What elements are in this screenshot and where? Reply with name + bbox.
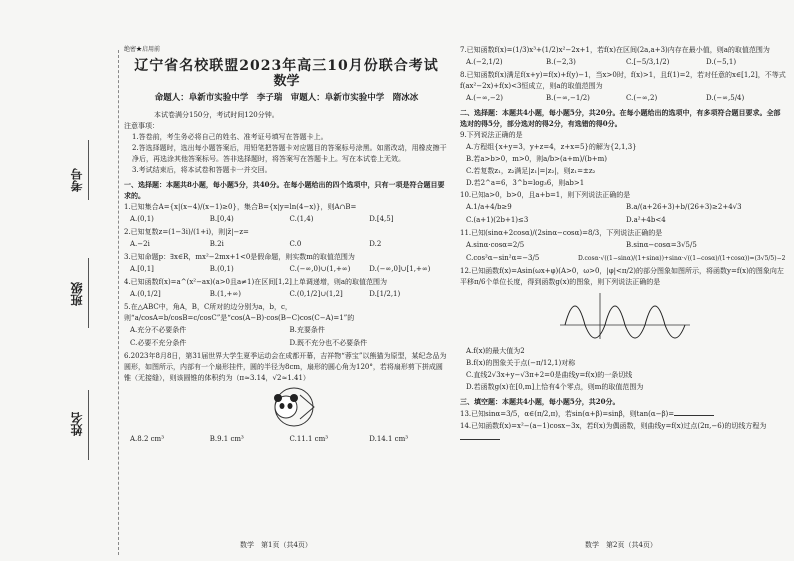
sector-outline — [300, 395, 314, 419]
panda-ear — [290, 394, 298, 402]
class-label: 班级 — [70, 282, 84, 306]
option: D.[1/2,1) — [369, 290, 401, 298]
option: B.若a>b>0，m>0，则a/b>(a+m)/(b+m) — [466, 155, 607, 163]
option: D.2 — [369, 240, 382, 248]
option: A.sinα·cosα=2/5 — [466, 241, 525, 249]
page-footer-left: 数学 第1页（共4页） — [240, 541, 312, 549]
option: A.(0,1/2] — [130, 290, 161, 298]
question-6: 6.2023年8月8日，第31届世界大学生夏季运动会在成都开幕，吉祥物“蓉宝”以熊猫为原型，某纪念品为圆形，如图所示，内部有一个扇形挂件，圆的半径为8cm，扇形的圆心角为120°，若将扇形剪下拼成圆锥（无接缝），则该圆锥的体积约为（π≈3.14，√2≈1.41） — [124, 352, 447, 382]
question-14 — [460, 421, 786, 444]
option: A.1/a+4/b≥9 — [466, 203, 512, 211]
option: B.(−∞,−1/2) — [546, 94, 590, 102]
page-footer-right: 数学 第2页（共4页） — [585, 541, 657, 549]
question-2-options — [124, 239, 449, 250]
notice-item: 1.答卷前，考生务必将自己的姓名、准考证号填写在答题卡上。 — [132, 133, 328, 141]
panda-eye — [288, 403, 293, 409]
option: C.(0,1/2]∪(1,2] — [289, 290, 343, 298]
option: A.充分不必要条件 — [130, 326, 187, 334]
exam-number-label: 考号 — [70, 168, 84, 192]
option: B.9.1 cm³ — [209, 435, 244, 443]
option: C.(a+1)(2b+1)≤3 — [466, 216, 529, 224]
left-column — [124, 44, 449, 447]
option: B.(1,+∞) — [209, 290, 241, 298]
option: D.14.1 cm³ — [369, 435, 409, 443]
panda-eye — [280, 403, 285, 409]
option: D.若2^a=6，3^b=log₃6，则ab>1 — [466, 179, 585, 187]
question-4-options — [124, 289, 449, 300]
binding-dashed-line — [118, 50, 119, 555]
option: B.sinα−cosα=3√5/5 — [626, 241, 697, 249]
option: A.(0,1) — [130, 215, 154, 223]
option: D.(−∞,5/4) — [706, 94, 745, 102]
section-2-heading: 二、选择题：本题共4小题，每小题5分，共20分。在每小题给出的选项中，有多项符合题目要求。全部选对的得5分，部分选对的得2分，有选错的得0分。 — [460, 108, 781, 128]
option: C.(−∞,0)∪(1,+∞) — [289, 265, 351, 273]
option: D.[4,5] — [369, 215, 394, 223]
question-13-text: 13.已知sinα=3/5，α∈(π/2,π)，若sin(α+β)=sinβ，则tan(α−β)= — [460, 410, 675, 418]
question-11-options — [460, 240, 786, 251]
sine-graph — [460, 289, 786, 341]
option: C.若复数z₁，z₂满足|z₁|=|z₂|，则z₁=±z₂ — [466, 167, 596, 175]
option: D.既不充分也不必要条件 — [289, 339, 368, 347]
binding-strip — [0, 0, 118, 561]
notice-item: 3.考试结束后，将本试卷和答题卡一并交回。 — [132, 166, 272, 174]
question-11: 11.已知(sinα+2cosα)/(2sinα−cosα)=8/3，下列说法正确的是 — [460, 229, 663, 237]
question-7: 7.已知函数f(x)=(1/3)x³+(1/2)x²−2x+1，若f(x)在区间(2a,a+3)内存在最小值，则a的取值范围为 — [460, 46, 770, 54]
question-10-options — [460, 202, 786, 213]
question-3-options — [124, 264, 449, 275]
right-column — [460, 44, 786, 445]
curve — [565, 306, 685, 338]
option: C.直线2√3x+y−√3π+2=0是曲线y=f(x)的一条切线 — [466, 371, 633, 379]
option: A.[0,1] — [130, 265, 154, 273]
question-10: 10.已知a>0，b>0，且a+b=1，则下列说法正确的是 — [460, 191, 631, 199]
question-11-options-row2 — [460, 253, 786, 264]
notice-title: 注意事项： — [124, 122, 159, 130]
name-line — [88, 390, 89, 460]
section-3-heading: 三、填空题：本题共4小题，每小题5分，共20分。 — [460, 397, 620, 406]
exam-time: 本试卷满分150分，考试时间120分钟。 — [154, 111, 279, 119]
option: B.[0,4) — [209, 215, 234, 223]
option: D.若函数g(x)在[0,m]上恰有4个零点，则m的取值范围为 — [466, 383, 644, 391]
question-5-options — [124, 325, 449, 336]
panda-figure — [124, 385, 449, 429]
panda-ear — [274, 394, 282, 402]
exam-number-line — [88, 140, 89, 200]
question-12: 12.已知函数f(x)=Asin(ωx+φ)(A>0，ω>0，|φ|<π/2)的部分图象如图所示，将函数y=f(x)的图象向左平移π/6个单位长度，得到函数g(x)的图象，则下列说法正确的是 — [460, 267, 784, 286]
question-9: 9.下列说法正确的是 — [460, 131, 523, 139]
option: B.f(x)的图象关于点(−π/12,1)对称 — [466, 359, 576, 367]
option: B.(−2,3) — [546, 58, 576, 66]
option: C.cos²α−sin²α=−3/5 — [466, 254, 540, 262]
question-13 — [460, 408, 786, 420]
question-5: 5.在△ABC中，角A，B，C所对的边分别为a，b，c，则“a/cosA=b/cosB=c/cosC”是“cos(A−B)·cos(B−C)cos(C−A)=1”的 — [124, 303, 355, 322]
option: A.方程组{x+y=3，y+z=4，z+x=5}的解为{2,1,3} — [466, 143, 637, 151]
class-line — [88, 258, 89, 328]
question-14-text: 14.已知函数f(x)=x²−(a−1)cosx−3x，若f(x)为偶函数，则曲线y=f(x)过点(2π,−6)的切线方程为 — [460, 422, 767, 430]
option: D.(−∞,0]∪[1,+∞) — [369, 265, 431, 273]
subject-title: 数学 — [273, 74, 300, 89]
option: B.a/(a+26+3)+b/(26+3)≥2+4√3 — [626, 203, 742, 211]
option: C.0 — [289, 240, 302, 248]
option: D.cosα·√((1−sinα)/(1+sinα))+sinα·√((1−cosα)/(1+cosα))=(3√5/5)−2 — [578, 255, 786, 262]
question-1: 1.已知集合A={x|(x−4)/(x−1)≥0}，集合B={x|y=ln(4−x)}，则A∩B= — [124, 203, 357, 211]
section-1-heading: 一、选择题：本题共8小题，每小题5分，共40分。在每小题给出的四个选项中，只有一项是符合题目要求的。 — [124, 180, 445, 200]
question-6-options — [124, 434, 449, 445]
answer-blank — [460, 432, 500, 440]
option: C.[−5/3,1/2) — [626, 58, 670, 66]
option: A.−2i — [130, 240, 150, 248]
question-7-options — [460, 57, 786, 68]
question-8: 8.已知函数f(x)满足f(x+y)=f(x)+f(y)−1，当x>0时，f(x)>1，且f(1)=2，若对任意的x∈[1,2]，不等式f(ax²−2x)+f(x)<3恒成立，则a的取值范围为 — [460, 71, 786, 90]
question-5-options-row2 — [124, 338, 449, 349]
name-label: 姓名 — [70, 412, 84, 436]
option: C.11.1 cm³ — [289, 435, 329, 443]
option: D.a²+4b<4 — [626, 216, 666, 224]
option: C.(−∞,2) — [626, 94, 658, 102]
question-4: 4.已知函数f(x)=a^(x²−ax)(a>0且a≠1)在区间[1,2]上单调递增，则a的取值范围为 — [124, 278, 387, 286]
question-10-options-row2 — [460, 215, 786, 226]
option: B.(0,1) — [209, 265, 234, 273]
secret-tag: 绝密★启用前 — [124, 46, 161, 53]
question-2: 2.已知复数z=(1−3i)/(1+i)，则|z̄|−z= — [124, 228, 249, 236]
question-1-options — [124, 214, 449, 225]
option: C.必要不充分条件 — [130, 339, 187, 347]
option: A.(−∞,−2) — [466, 94, 503, 102]
exam-title: 辽宁省名校联盟2023年高三10月份联合考试 — [134, 58, 439, 74]
authors-line: 命题人：阜新市实验中学 李子瑞 审题人：阜新市实验中学 隋冰冰 — [154, 93, 419, 103]
question-3: 3.已知命题p：∃x∈R，mx²−2mx+1<0是假命题，则实数m的取值范围为 — [124, 253, 355, 261]
option: B.充要条件 — [289, 326, 325, 334]
notice-block — [124, 121, 449, 176]
question-8-options — [460, 93, 786, 104]
answer-blank — [674, 408, 714, 416]
option: A.f(x)的最大值为2 — [466, 347, 525, 355]
notice-item: 2.答选择题时，选出每小题答案后，用铅笔把答题卡对应题目的答案标号涂黑。如需改动，用橡皮擦干净后，再选涂其他答案标号。答非选择题时，将答案写在答题卡上。写在本试卷上无效。 — [132, 144, 447, 163]
option: D.(−5,1) — [706, 58, 737, 66]
option: A.8.2 cm³ — [130, 435, 165, 443]
option: A.(−2,1/2) — [466, 58, 503, 66]
option: C.(1,4) — [289, 215, 314, 223]
option: B.2i — [209, 240, 224, 248]
